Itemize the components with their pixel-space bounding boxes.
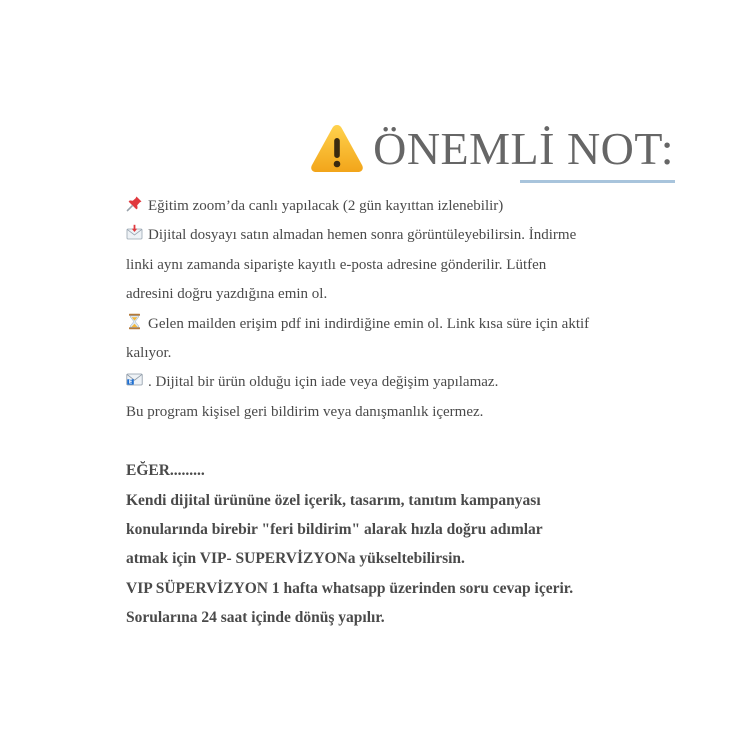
svg-text:E: E xyxy=(128,380,133,387)
upgrade-line: Sorularına 24 saat içinde dönüş yapılır. xyxy=(126,609,385,627)
note-line: adresini doğru yazdığına emin ol. xyxy=(126,286,328,303)
note-line: kalıyor. xyxy=(126,345,172,362)
envelope-arrow-icon xyxy=(126,224,143,241)
note-line: Bu program kişisel geri bildirim veya danışmanlık içermez. xyxy=(126,403,484,420)
upgrade-line: Kendi dijital ürününe özel içerik, tasarım, tanıtım kampanyası xyxy=(126,491,541,509)
email-icon xyxy=(126,371,143,388)
upgrade-line: konularında birebir "feri bildirim" alarak hızla doğru adımlar xyxy=(126,521,543,539)
note-line: E . Dijital bir ürün olduğu için iade veya değişim yapılamaz. xyxy=(126,368,646,397)
note-line: Gelen mailden erişim pdf ini indirdiğine emin ol. Link kısa süre için aktif xyxy=(126,310,646,339)
section-spacer xyxy=(126,427,646,456)
note-line: Eğitim zoom’da canlı yapılacak (2 gün kayıttan izlenebilir) xyxy=(126,192,646,221)
hourglass-icon xyxy=(126,313,143,330)
warning-icon xyxy=(309,122,365,174)
upgrade-line: atmak için VIP- SUPERVİZYONa yükseltebilirsin. xyxy=(126,550,465,568)
pushpin-icon xyxy=(126,195,143,212)
upgrade-line: VIP SÜPERVİZYON 1 hafta whatsapp üzerinden soru cevap içerir. xyxy=(126,579,574,597)
title-text: ÖNEMLİ NOT: xyxy=(373,122,674,174)
note-body xyxy=(126,192,646,633)
upgrade-line: EĞER......... xyxy=(126,462,205,480)
note-line: Dijital dosyayı satın almadan hemen sonra görüntüleyebilirsin. İndirme xyxy=(126,221,646,250)
page-title xyxy=(309,118,674,178)
note-line: linki aynı zamanda siparişte kayıtlı e-posta adresine gönderilir. Lütfen xyxy=(126,256,547,273)
title-underline xyxy=(520,180,675,183)
